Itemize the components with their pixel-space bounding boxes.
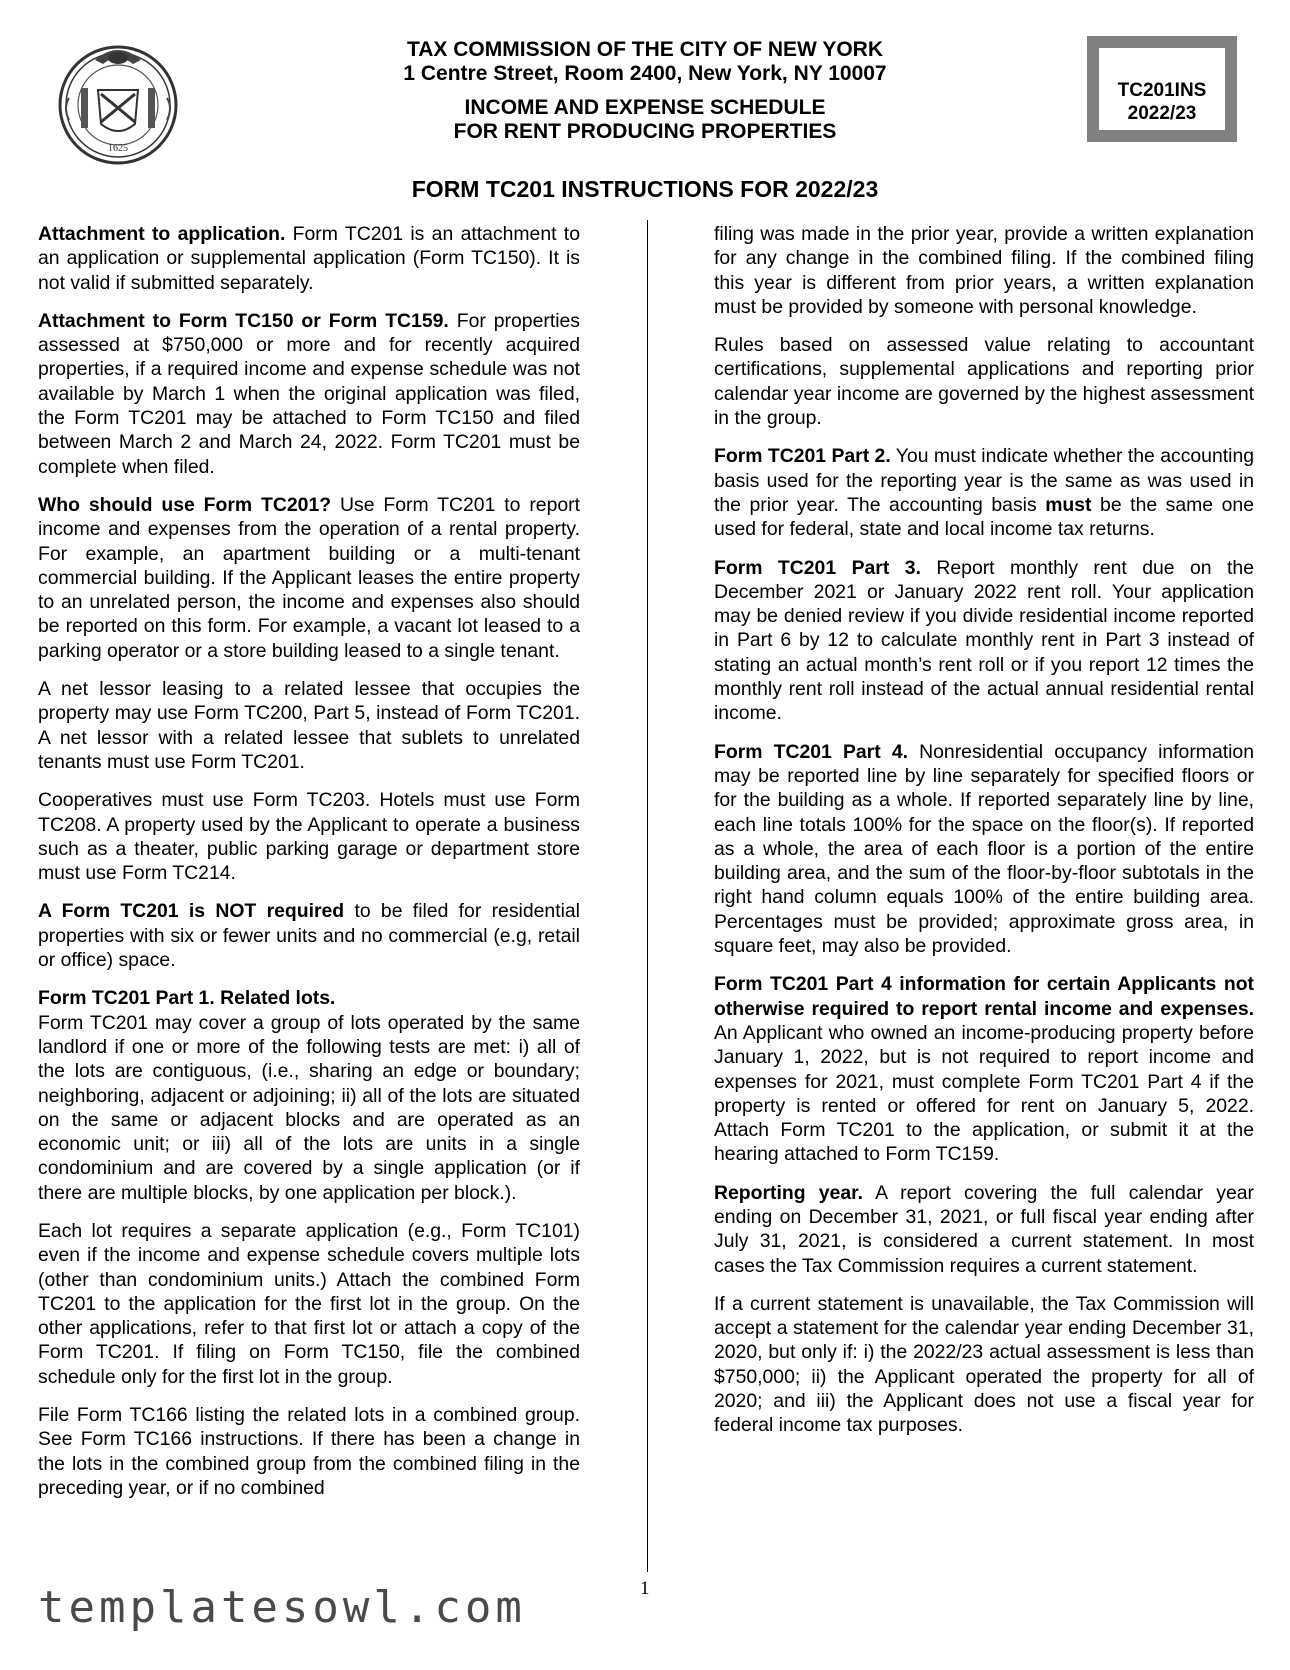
paragraph-heading: Attachment to application. <box>38 223 286 245</box>
form-id: TC201INS <box>1117 80 1207 101</box>
paragraph: A net lessor leasing to a related lessee that occupies the property may use Form TC200, Part 5, instead of Form TC201. A net lessor with a related lessee that sublets to unrelated tenants must use Form TC201. <box>38 678 580 773</box>
paragraph: If a current statement is unavailable, the Tax Commission will accept a statement for the calendar year ending December 31, 2020, but only if: i) the 2022/23 actual assessment is less than $750,000; ii) the Applicant operated the property for all of 2020; and iii) the Applicant does not use a fiscal year for federal income tax purposes. <box>714 1292 1254 1437</box>
paragraph <box>714 972 1254 1166</box>
paragraph: Each lot requires a separate application (e.g., Form TC101) even if the income and expense schedule covers multiple lots (other than condominium units.) Attach the combined Form TC201 to the application for the first lot in the group. On the other applications, refer to that first lot or attach a copy of the Form TC201. If filing on Form TC150, file the combined schedule only for the first lot in the group. <box>38 1219 580 1388</box>
paragraph-text: to be filed for residential properties with six or fewer units and no commercial (e.g, retail or office) space. <box>38 900 580 972</box>
emphasis-must: must <box>1045 493 1092 516</box>
paragraph: File Form TC166 listing the related lots in a combined group. See Form TC166 instructions. If there has been a change in the lots in the combined group from the combined filing in the preceding year, or if no combined <box>38 1404 580 1499</box>
paragraph <box>38 986 580 1205</box>
form-id-box <box>1087 36 1237 142</box>
paragraph-text: Nonresidential occupancy information may be reported line by line separately for specified floors or for the building as a whole. If reported separately line by line, each line totals 100% for the space on the floor(s). If reported as a whole, the area of each floor is a portion of the entire building area, and the sum of the floor-by-floor subtotals in the right hand column equals 100% of the entire building area. Percentages must be provided; approximate gross area, in square feet, may also be provided. <box>714 740 1254 958</box>
paragraph: Cooperatives must use Form TC203. Hotels must use Form TC208. A property used by the Applicant to operate a business such as a theater, public parking garage or department store must use Form TC214. <box>38 789 580 885</box>
paragraph-text: A report covering the full calendar year ending on December 31, 2021, or full fiscal year ending after July 31, 2021, is considered a current statement. In most cases the Tax Commission requires a current statement. <box>714 1181 1254 1277</box>
watermark: templatesowl.com <box>38 1582 526 1633</box>
paragraph-text: You must indicate whether the accounting basis used for the reporting year is the same as was used in the prior year. The accounting basis <box>714 445 1255 516</box>
seal-year: 1625 <box>108 143 128 154</box>
paragraph <box>714 444 1254 541</box>
page-title: FORM TC201 INSTRUCTIONS FOR 2022/23 <box>411 176 879 202</box>
column-divider <box>647 220 648 1572</box>
paragraph-heading: Form TC201 Part 3. <box>714 556 921 579</box>
organization-address: 1 Centre Street, Room 2400, New York, NY 10007 <box>403 62 887 85</box>
paragraph-heading: Who should use Form TC201? <box>38 493 332 516</box>
paragraph-heading: Form TC201 Part 1. Related lots. <box>38 987 336 1010</box>
form-year: 2022/23 <box>1127 103 1197 124</box>
form-title <box>260 96 1030 144</box>
paragraph <box>714 556 1254 726</box>
paragraph <box>38 309 580 479</box>
paragraph <box>38 493 580 663</box>
paragraph-text: Report monthly rent due on the December 2021 or January 2022 rent roll. Your application may be denied review if you divide residential income reported in Part 6 by 12 to calculate monthly rent in Part 3 instead of stating an actual month’s rent roll or if you report 12 times the monthly rent roll instead of the actual annual residential rental income. <box>714 556 1254 725</box>
paragraph-text: Form TC201 may cover a group of lots operated by the same landlord if one or more of the following tests are met: i) all of the lots are contiguous, (i.e., sharing an edge or boundary; neighboring, adjacent or adjoining; ii) all of the lots are situated on the same or adjacent blocks and are operated as an economic unit; or iii) all of the lots are units in a single condominium and are covered by a single application (or if there are multiple blocks, by one application per block.). <box>38 1011 580 1204</box>
paragraph-heading: Form TC201 Part 4 information for certain Applicants not otherwise required to report rental income and expenses. <box>714 973 1254 1020</box>
paragraph <box>714 740 1254 959</box>
paragraph: Rules based on assessed value relating to accountant certifications, supplemental applications and reporting prior calendar year income are governed by the highest assessment in the group. <box>714 334 1255 430</box>
paragraph-heading: Attachment to Form TC150 or Form TC159. <box>38 309 449 332</box>
paragraph <box>714 1181 1254 1278</box>
paragraph-heading: Form TC201 Part 4. <box>714 740 908 763</box>
right-column <box>714 222 1254 1452</box>
form-title-line-2: FOR RENT PRODUCING PROPERTIES <box>453 120 837 143</box>
paragraph-text: Use Form TC201 to report income and expenses from the operation of a rental property. For example, an apartment building or a multi-tenant commercial building. If the Applicant leases the entire property to an unrelated person, the income and expenses also should be reported on this form. For example, a vacant lot leased to a parking operator or a store building leased to a single tenant. <box>38 493 580 662</box>
paragraph-text: For properties assessed at $750,000 or more and for recently acquired properties, if a required income and expense schedule was not available by March 1 when the original application was filed, the Form TC201 may be attached to Form TC150 and filed between March 2 and March 24, 2022. Form TC201 must be complete when filed. <box>38 309 580 478</box>
nyc-seal-icon <box>55 38 181 168</box>
form-title-line-1: INCOME AND EXPENSE SCHEDULE <box>464 96 826 119</box>
organization-name: TAX COMMISSION OF THE CITY OF NEW YORK <box>406 38 884 61</box>
paragraph-text: be the same one used for federal, state and local income tax returns. <box>714 493 1254 541</box>
page-header <box>260 38 1030 144</box>
paragraph-heading: A Form TC201 is NOT required <box>38 900 345 923</box>
paragraph <box>38 222 580 295</box>
page-number: 1 <box>640 1578 650 1599</box>
paragraph <box>38 899 580 972</box>
left-column <box>38 222 580 1514</box>
paragraph-text: An Applicant who owned an income-producing property before January 1, 2022, but is not required to report income and expenses for 2021, must complete Form TC201 Part 4 if the property is rented or offered for rent on January 5, 2022. Attach Form TC201 to the application, or submit it at the hearing attached to Form TC159. <box>714 1021 1254 1166</box>
paragraph-heading: Form TC201 Part 2. <box>714 445 891 468</box>
paragraph-text: Form TC201 is an attachment to an application or supplemental application (Form TC150). It is not valid if submitted separately. <box>38 223 580 294</box>
paragraph-heading: Reporting year. <box>714 1181 863 1204</box>
paragraph: filing was made in the prior year, provide a written explanation for any change in the combined filing. If the combined filing this year is different from prior years, a written explanation must be provided by someone with personal knowledge. <box>714 223 1254 318</box>
